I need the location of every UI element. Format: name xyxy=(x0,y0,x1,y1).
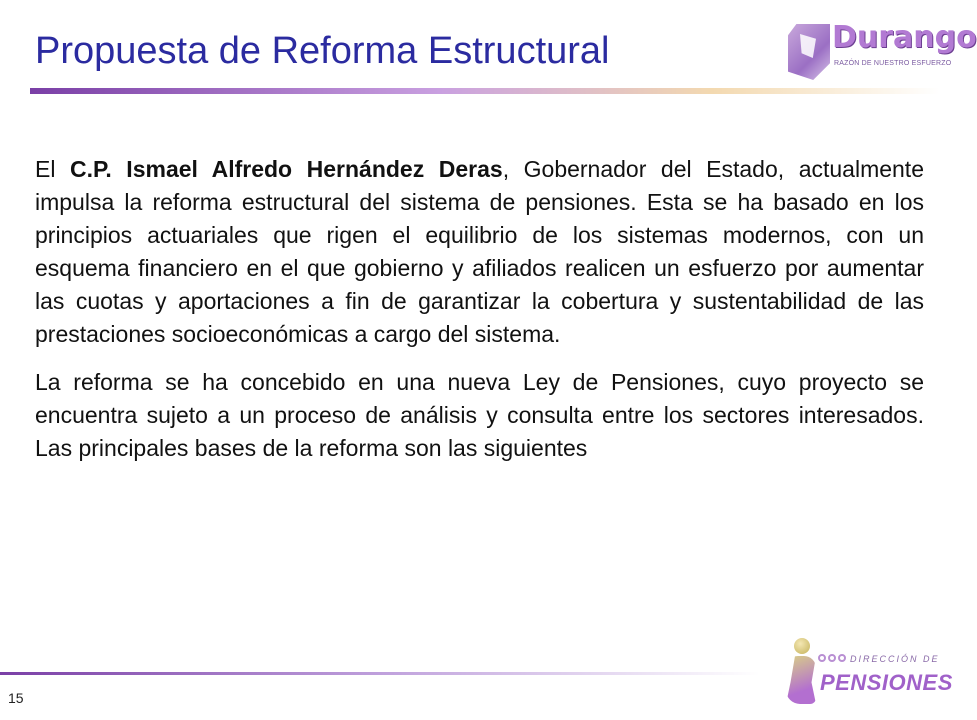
page-number: 15 xyxy=(8,690,24,706)
governor-name: C.P. Ismael Alfredo Hernández Deras xyxy=(70,156,503,182)
title-divider xyxy=(30,88,940,94)
durango-emblem-icon xyxy=(788,24,830,80)
pensiones-logo xyxy=(784,632,953,712)
paragraph-1-rest: , Gobernador del Estado, actualmente impulsa la reforma estructural del sistema de pensiones. Esta se ha basado en los principios actuariales que rigen el equilibrio de los sistemas modernos, con un esquema financiero en el que gobierno y afiliados realicen un esfuerzo por aumentar las cuotas y aportaciones a fin de garantizar la cobertura y sustentabilidad de las prestaciones socioeconómicas a cargo del sistema. xyxy=(35,156,924,347)
durango-logo xyxy=(788,18,977,86)
durango-logo-tagline: RAZÓN DE NUESTRO ESFUERZO xyxy=(834,60,952,67)
footer-divider xyxy=(0,672,760,675)
slide-body xyxy=(35,153,924,480)
paragraph-2: La reforma se ha concebido en una nueva Ley de Pensiones, cuyo proyecto se encuentra sujeto a un proceso de análisis y consulta entre los sectores interesados. Las principales bases de la reforma son las siguientes xyxy=(35,369,924,461)
pensiones-logo-prefix: DIRECCIÓN DE xyxy=(850,654,940,664)
pensiones-logo-name: PENSIONES xyxy=(820,670,953,695)
paragraph-1-intro: El xyxy=(35,156,70,182)
person-figure-icon xyxy=(786,638,816,704)
slide-title: Propuesta de Reforma Estructural xyxy=(35,30,610,72)
paragraph-1 xyxy=(35,153,924,351)
durango-logo-name: Durango xyxy=(832,20,977,55)
